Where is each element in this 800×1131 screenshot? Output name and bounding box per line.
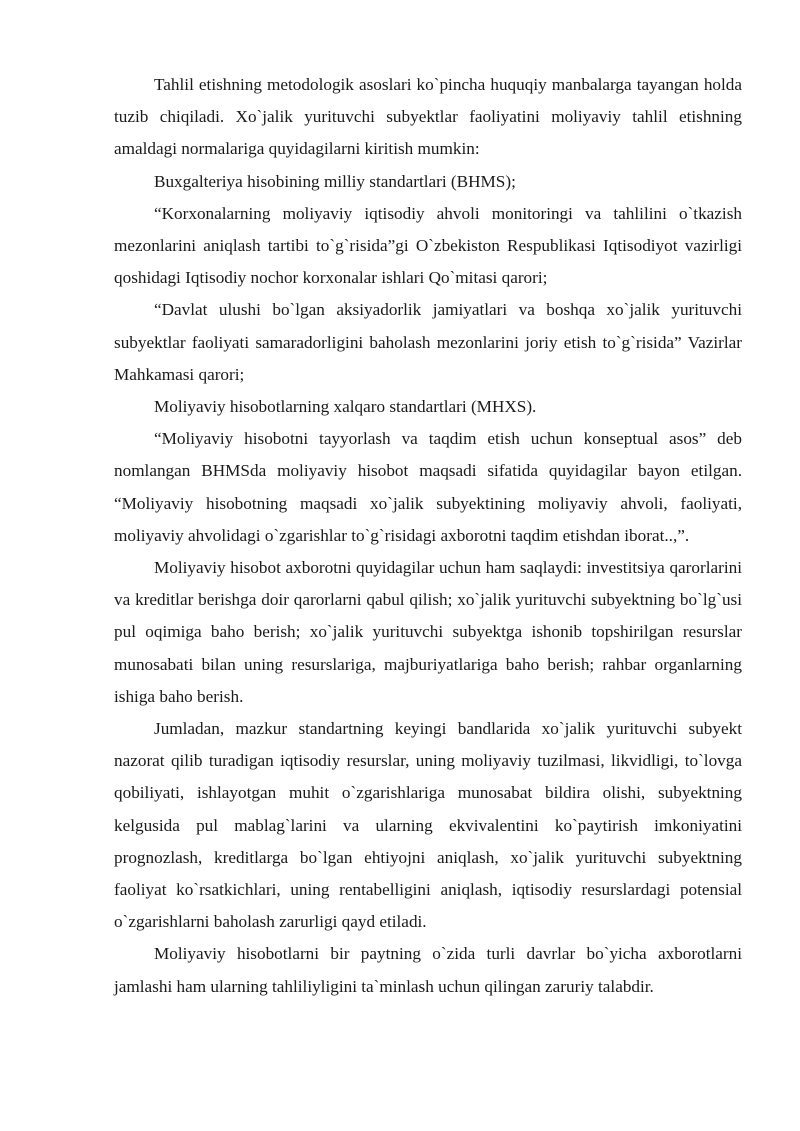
paragraph-methodology-intro: Tahlil etishning metodologik asoslari ko`pincha huquqiy manbalarga tayangan holda tuzib chiqiladi. Xo`jalik yurituvchi subyektlar faoliyatini moliyaviy tahlil etishning amaldagi normalariga quyidagilarni kiritish mumkin:: [114, 75, 742, 159]
paragraph-standard-provisions: Jumladan, mazkur standartning keyingi bandlarida xo`jalik yurituvchi subyekt nazorat qilib turadigan iqtisodiy resurslar, uning moliyaviy tuzilmasi, likvidligi, to`lovga qobiliyati, ishlayotgan muhit o`zgarishlariga munosabat bildira olishi, subyektning kelgusida pul mablag`larini va ularning ekvivalentini ko`paytirish imkoniyatini prognozlash, kreditlarga bo`lgan ehtiyojni aniqlash, xo`jalik yurituvchi subyektning faoliyat ko`rsatkichlari, uning rentabelligini aniqlash, iqtisodiy resurslardagi potensial o`zgarishlarni baholash zarurligi qayd etiladi.: [114, 719, 742, 932]
paragraph-report-purposes: Moliyaviy hisobot axborotni quyidagilar uchun ham saqlaydi: investitsiya qarorlarini va kreditlar berishga doir qarorlarni qabul qilish; xo`jalik yurituvchi subyektning bo`lg`usi pul oqimiga baho berish; xo`jalik yurituvchi subyektga ishonib topshirilgan resurslar munosabati bilan uning resurslariga, majburiyatlariga baho berish; rahbar organlarning ishiga baho berish.: [114, 558, 742, 706]
paragraph-conceptual-framework: “Moliyaviy hisobotni tayyorlash va taqdim etish uchun konseptual asos” deb nomlangan BHMSda moliyaviy hisobot maqsadi sifatida quyidagilar bayon etilgan. “Moliyaviy hisobotning maqsadi xo`jalik subyektining moliyaviy ahvoli, faoliyati, moliyaviy ahvolidagi o`zgarishlar to`g`risidagi axborotni taqdim etishdan iborat..,”.: [114, 429, 742, 545]
document-page: [114, 69, 742, 1003]
paragraph-mhxs: Moliyaviy hisobotlarning xalqaro standartlari (MHXS).: [154, 397, 537, 417]
paragraph-state-share-regulation: “Davlat ulushi bo`lgan aksiyadorlik jamiyatlari va boshqa xo`jalik yurituvchi subyektlar faoliyati samaradorligini baholash mezonlarini joriy etish to`g`risida” Vazirlar Mahkamasi qarori;: [114, 300, 742, 384]
paragraph-conclusion: Moliyaviy hisobotlarni bir paytning o`zida turli davrlar bo`yicha axborotlarni jamlashi ham ularning tahliliyligini ta`minlash uchun qilingan zaruriy talabdir.: [114, 944, 742, 996]
paragraph-bhms: Buxgalteriya hisobining milliy standartlari (BHMS);: [154, 171, 516, 191]
paragraph-monitoring-regulation: “Korxonalarning moliyaviy iqtisodiy ahvoli monitoringi va tahlilini o`tkazish mezonlarini aniqlash tartibi to`g`risida”gi O`zbekiston Respublikasi Iqtisodiyot vazirligi qoshidagi Iqtisodiy nochor korxonalar ishlari Qo`mitasi qarori;: [114, 203, 742, 288]
